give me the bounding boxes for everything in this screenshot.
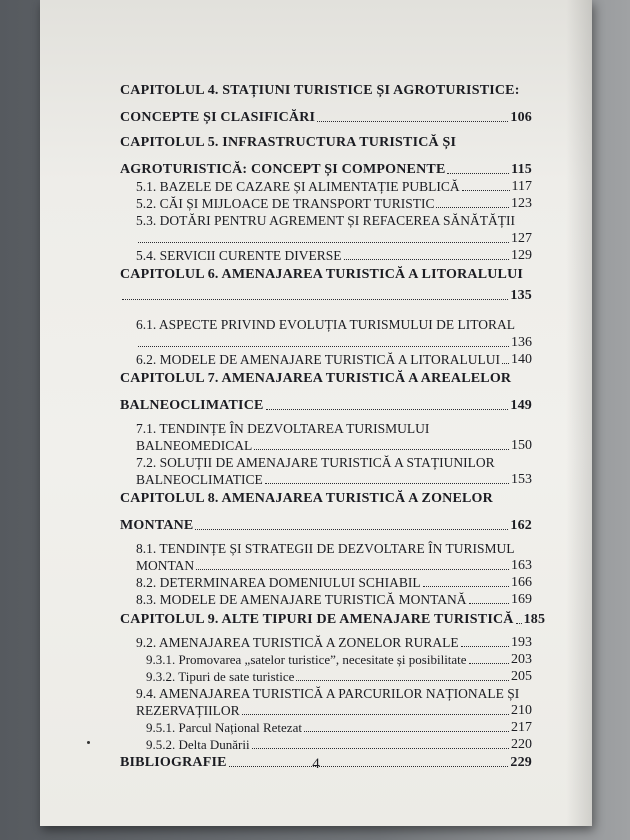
toc-entry-9-3-1 (120, 651, 532, 668)
toc-section-title: 6.2. MODELE DE AMENAJARE TURISTICĂ A LITORALULUI (136, 352, 500, 367)
dot-leader (138, 242, 509, 243)
toc-section-title: 5.1. BAZELE DE CAZARE ȘI ALIMENTAȚIE PUBLICĂ (136, 179, 460, 194)
toc-section-title: 8.3. MODELE DE AMENAJARE TURISTICĂ MONTANĂ (136, 592, 467, 607)
toc-entry-chapter-8 (120, 510, 532, 534)
toc-page-number: 140 (511, 352, 532, 367)
toc-page-number: 150 (511, 438, 532, 453)
toc-section-title-cont: BALNEOCLIMATICE (136, 472, 263, 487)
dot-leader (469, 603, 509, 604)
toc-entry-5-3 (120, 229, 532, 247)
toc-entry-chapter-7 (120, 390, 532, 414)
dot-leader (266, 409, 509, 410)
toc-entry-6-1 (120, 333, 532, 351)
toc-page-number: 229 (510, 755, 532, 770)
toc-chapter-7-title: CAPITOLUL 7. AMENAJAREA TURISTICĂ A AREALELOR (120, 371, 512, 386)
toc-section-title: 9.4. AMENAJAREA TURISTICĂ A PARCURILOR NAȚIONALE ȘI (136, 686, 520, 701)
toc-chapter-7-title-cont: BALNEOCLIMATICE (120, 398, 264, 413)
toc-entry-9-2 (120, 634, 532, 651)
toc-entry-9-3-2 (120, 668, 532, 685)
toc-entry-5-4 (120, 247, 532, 264)
dot-leader (242, 714, 509, 715)
toc-section-title: 8.2. DETERMINAREA DOMENIULUI SCHIABIL (136, 575, 421, 590)
toc-section-title: 9.2. AMENAJAREA TURISTICĂ A ZONELOR RURALE (136, 635, 459, 650)
toc-chapter-4-title: CAPITOLUL 4. STAȚIUNI TURISTICE ȘI AGROTURISTICE: (120, 83, 520, 98)
dot-leader (447, 173, 509, 174)
toc-entry-6-2 (120, 351, 532, 368)
toc-page-number: 220 (511, 737, 532, 752)
book-page (40, 0, 592, 826)
toc-subsection-title: 9.5.2. Delta Dunării (146, 737, 250, 752)
toc-entry-5-1 (120, 178, 532, 195)
toc-section-title-cont: BALNEOMEDICAL (136, 438, 253, 453)
table-of-contents (120, 80, 546, 771)
toc-entry-8-2 (120, 574, 532, 591)
dot-leader (423, 586, 509, 587)
toc-section-title: 7.1. TENDINȚE ÎN DEZVOLTAREA TURISMULUI (136, 421, 430, 436)
toc-page-number: 136 (511, 335, 532, 350)
toc-subsection-title: 9.3.1. Promovarea „satelor turistice”, necesitate și posibilitate (146, 652, 467, 667)
toc-section-title: 5.2. CĂI ȘI MIJLOACE DE TRANSPORT TURISTIC (136, 196, 435, 211)
toc-page-number: 162 (510, 518, 532, 533)
ink-speck (87, 741, 90, 744)
toc-chapter-5-title-cont: AGROTURISTICĂ: CONCEPT ȘI COMPONENTE (120, 162, 446, 177)
toc-entry-9-5-1 (120, 719, 532, 736)
toc-chapter-4-title-cont: CONCEPTE ȘI CLASIFICĂRI (120, 110, 316, 125)
toc-chapter-5-title: CAPITOLUL 5. INFRASTRUCTURA TURISTICĂ ȘI (120, 135, 457, 150)
toc-page-number: 217 (511, 720, 532, 735)
toc-page-number: 210 (511, 703, 532, 718)
toc-section-title-cont: MONTAN (136, 558, 195, 573)
toc-chapter-6-title: CAPITOLUL 6. AMENAJAREA TURISTICĂ A LITORALULUI (120, 267, 524, 282)
toc-page-number: 163 (511, 558, 532, 573)
toc-chapter-8-title-cont: MONTANE (120, 518, 194, 533)
toc-chapter-9-title: CAPITOLUL 9. ALTE TIPURI DE AMENAJARE TURISTICĂ (120, 612, 514, 627)
toc-page-number: 149 (510, 398, 532, 413)
toc-section-title: 5.3. DOTĂRI PENTRU AGREMENT ȘI REFACEREA SĂNĂTĂȚII (136, 213, 516, 228)
dot-leader (516, 623, 522, 624)
toc-entry-chapter-9 (120, 608, 546, 628)
toc-page-number: 115 (511, 162, 532, 177)
toc-page-number: 153 (511, 472, 532, 487)
dot-leader (502, 363, 509, 364)
toc-entry-chapter-4 (120, 102, 532, 126)
toc-entry-7-2 (120, 471, 532, 488)
dot-leader (196, 569, 509, 570)
toc-entry-8-1 (120, 557, 532, 574)
dot-leader (304, 731, 509, 732)
dot-leader (195, 529, 508, 530)
toc-entry-8-3 (120, 591, 532, 608)
toc-page-number: 135 (510, 288, 532, 303)
toc-bibliography-title: BIBLIOGRAFIE (120, 755, 227, 770)
toc-page-number: 166 (511, 575, 532, 590)
toc-page-number: 203 (511, 652, 532, 667)
dot-leader (122, 299, 508, 300)
dot-leader (265, 483, 509, 484)
toc-page-number: 193 (511, 635, 532, 650)
toc-entry-7-1 (120, 437, 532, 454)
dot-leader (462, 190, 510, 191)
dot-leader (296, 680, 509, 681)
toc-page-number: 205 (511, 669, 532, 684)
toc-section-title: 7.2. SOLUȚII DE AMENAJARE TURISTICĂ A STAȚIUNILOR (136, 455, 495, 470)
toc-subsection-title: 9.5.1. Parcul Național Retezat (146, 720, 302, 735)
toc-chapter-8-title: CAPITOLUL 8. AMENAJAREA TURISTICĂ A ZONELOR (120, 491, 493, 506)
toc-page-number: 106 (510, 110, 532, 125)
dot-leader (469, 663, 509, 664)
toc-page-number: 129 (511, 248, 532, 263)
toc-page-number: 123 (511, 196, 532, 211)
toc-entry-5-2 (120, 195, 532, 212)
dot-leader (138, 346, 509, 347)
toc-page-number: 185 (523, 612, 546, 627)
page-number: 4 (312, 756, 320, 772)
toc-page-number: 169 (511, 592, 532, 607)
toc-entry-chapter-6 (120, 286, 532, 304)
dot-leader (436, 207, 509, 208)
dot-leader (252, 748, 509, 749)
toc-section-title-cont: REZERVAȚIILOR (136, 703, 240, 718)
toc-entry-chapter-5 (120, 154, 532, 178)
toc-page-number: 127 (511, 231, 532, 246)
dot-leader (344, 259, 509, 260)
toc-section-title: 8.1. TENDINȚE ȘI STRATEGII DE DEZVOLTARE ÎN TURISMUL (136, 541, 515, 556)
toc-page-number: 117 (511, 179, 532, 194)
dot-leader (254, 449, 509, 450)
toc-entry-9-4 (120, 702, 532, 719)
dot-leader (317, 121, 508, 122)
toc-entry-9-5-2 (120, 736, 532, 753)
toc-section-title: 5.4. SERVICII CURENTE DIVERSE (136, 248, 342, 263)
toc-section-title: 6.1. ASPECTE PRIVIND EVOLUȚIA TURISMULUI DE LITORAL (136, 317, 515, 332)
dot-leader (461, 646, 509, 647)
toc-subsection-title: 9.3.2. Tipuri de sate turistice (146, 669, 295, 684)
